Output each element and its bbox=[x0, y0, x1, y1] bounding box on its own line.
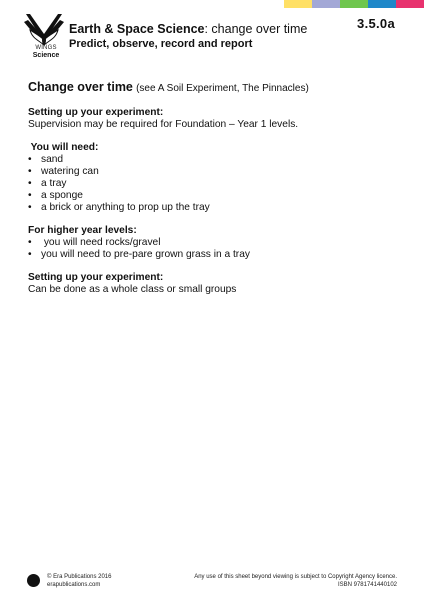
color-bar-pink bbox=[396, 0, 424, 8]
materials-list bbox=[28, 154, 398, 214]
header-line bbox=[69, 22, 329, 37]
title-main: Change over time bbox=[28, 80, 133, 94]
section-higher-levels bbox=[28, 225, 398, 261]
website-text: erapublications.com bbox=[47, 582, 101, 588]
section-heading: Setting up your experiment: bbox=[28, 272, 164, 283]
logo-science-text: Science bbox=[32, 52, 60, 59]
list-item: • watering can bbox=[28, 166, 398, 178]
page-subtitle: Predict, observe, record and report bbox=[69, 38, 253, 50]
color-bar-lavender bbox=[312, 0, 340, 8]
page-title bbox=[28, 80, 398, 96]
list-item: • a brick or anything to prop up the tray bbox=[28, 202, 398, 214]
section-setup-2 bbox=[28, 272, 398, 296]
section-text: Supervision may be required for Foundation – Year 1 levels. bbox=[28, 119, 299, 130]
subject-title: Earth & Space Science bbox=[69, 22, 205, 36]
higher-levels-list bbox=[28, 237, 398, 261]
section-heading: You will need: bbox=[28, 142, 99, 153]
topic-text: : change over time bbox=[204, 22, 308, 36]
title-reference: (see A Soil Experiment, The Pinnacles) bbox=[136, 83, 309, 94]
section-heading: Setting up your experiment: bbox=[28, 107, 164, 118]
color-bar-yellow bbox=[284, 0, 312, 8]
list-item: • you will need to pre-pare grown grass in a tray bbox=[28, 249, 398, 261]
era-logo-icon bbox=[27, 574, 40, 587]
list-item: • sand bbox=[28, 154, 398, 166]
licence-text: Any use of this sheet beyond viewing is subject to Copyright Agency licence. bbox=[194, 574, 397, 580]
section-materials bbox=[28, 142, 398, 214]
page-header bbox=[69, 22, 329, 51]
section-setup bbox=[28, 107, 398, 131]
color-bar-blue bbox=[368, 0, 396, 8]
copyright-text: © Era Publications 2016 bbox=[47, 574, 112, 580]
footer-right bbox=[194, 573, 397, 589]
sheet-code: 3.5.0a bbox=[357, 16, 395, 31]
list-item: • you will need rocks/gravel bbox=[28, 237, 398, 249]
list-item: • a tray bbox=[28, 178, 398, 190]
worksheet-content bbox=[28, 80, 398, 307]
section-heading: For higher year levels: bbox=[28, 225, 137, 236]
footer-left bbox=[47, 573, 111, 589]
color-bar bbox=[284, 0, 424, 8]
isbn-text: ISBN 9781741440102 bbox=[337, 582, 397, 588]
logo-wings-text: WINGS bbox=[35, 45, 57, 51]
section-text: Can be done as a whole class or small groups bbox=[28, 284, 237, 295]
list-item: • a sponge bbox=[28, 190, 398, 202]
color-bar-green bbox=[340, 0, 368, 8]
